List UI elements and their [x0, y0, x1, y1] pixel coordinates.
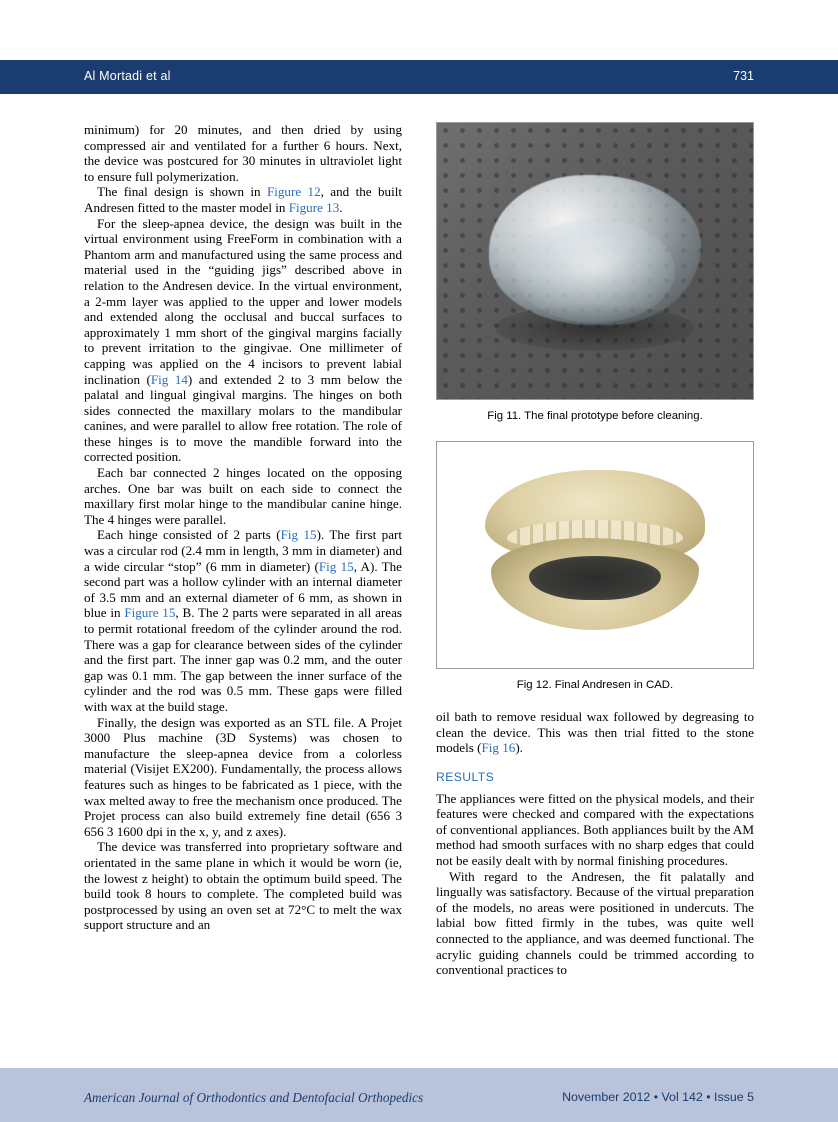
paragraph: Each bar connected 2 hinges located on the opposing arches. One bar was built on each side to connect the maxillary first molar hinge to the mandibular canine hinge. The 4 hinges were parallel. — [84, 465, 402, 527]
right-text-column — [436, 122, 754, 978]
paragraph: The appliances were fitted on the physical models, and their features were checked and compared with the expectations of conventional appliances. Both appliances built by the AM method had smooth surfaces with no sharp edges that could not be easily dealt with by normal finishing procedures. — [436, 790, 754, 868]
paragraph: For the sleep-apnea device, the design was built in the virtual environment using FreeForm in combination with a Phantom arm and manufactured using the same process and material used in the “guiding jigs” described above in relation to the Andresen device. In the virtual environment, a 2-mm layer was applied to the upper and lower models and extended along the occlusal and buccal surfaces to approximately 1 mm short of the gingival margins facially to prevent irritation to the gingivae. One millimeter of capping was applied on the 4 incisors to prevent labial inclination (Fig 14) and extended 2 to 3 mm below the palatal and lingual gingival margins. The hinges on both sides connected the maxillary molars to the mandibular canines, and were parallel to allow free rotation. The role of these hinges is to move the mandible forward into the corrected position. — [84, 215, 403, 465]
figure-caption-fig11: Fig 11. The final prototype before cleaning. — [487, 410, 703, 422]
figure-image-fig11 — [436, 122, 754, 400]
cad-opening — [529, 556, 661, 600]
paragraph: minimum) for 20 minutes, and then dried by using compressed air and ventilated for a further 6 hours. Next, the device was postcured for 30 minutes in ultraviolet light to ensure full polymerization. — [84, 122, 402, 184]
prototype-highlight — [515, 219, 675, 323]
paragraph: Finally, the design was exported as an STL file. A Projet 3000 Plus machine (3D Systems) was chosen to manufacture the sleep-apnea device from a colorless material (Visijet EX200). Fundamentally, the process allows features such as hinges to be fabricated as 1 piece, with the wax melted away to free the mechanism once produced. The Projet process can also build extremely fine detail (656 3 656 3 1600 dpi in the x, y, and z axes). — [84, 714, 402, 839]
figure-crossref[interactable]: Figure 13 — [288, 199, 340, 215]
figure-crossref[interactable]: Fig 15 — [318, 558, 354, 574]
cad-model — [477, 464, 713, 640]
footer-issue-info: November 2012 • Vol 142 • Issue 5 — [562, 1090, 754, 1104]
paragraph-continued: oil bath to remove residual wax followed by degreasing to clean the device. This was then trial fitted to the stone models (Fig 16). — [436, 709, 754, 756]
figure-crossref[interactable]: Figure 15 — [124, 605, 176, 621]
paragraph: The device was transferred into proprietary software and orientated in the same plane in which it would be worn (ie, the lowest z height) to obtain the optimum build speed. The build took 8 hours to complete. The completed build was postprocessed by using an oven set at 72°C to melt the wax support structure and an — [84, 839, 402, 933]
figure-crossref[interactable]: Fig 16 — [481, 740, 516, 756]
figure-caption-fig12: Fig 12. Final Andresen in CAD. — [516, 678, 674, 691]
figure-image-fig12 — [436, 441, 754, 669]
page-number: 731 — [733, 69, 754, 83]
left-text-column — [84, 122, 402, 933]
paragraph: Each hinge consisted of 2 parts (Fig 15). The first part was a circular rod (2.4 mm in length, 3 mm in diameter) and a wide circular “stop” (6 mm in diameter) (Fig 15, A). The second part was a hollow cylinder with an internal diameter of 3.5 mm and an external diameter of 6 mm, as shown in blue in Figure 15, B. The 2 parts were separated in all areas to permit rotational freedom of the cylinder around the rod. There was a gap for clearance between sides of the cylinder and the first part. The inner gap was 0.2 mm, and the outer gap was 0.1 mm. The gap between the inner surface of the cylinder and the rod was 0.5 mm. These gaps were filled with wax at the build stage. — [84, 527, 402, 714]
figure-crossref[interactable]: Figure 12 — [266, 184, 321, 200]
paragraph: With regard to the Andresen, the fit palatally and lingually was satisfactory. Because of the virtual preparation of the models, no areas were positioned in undercuts. The labial bow fitted firmly in the tubes, was quite well connected to the appliance, and was deemed functional. The acrylic guiding channels could be trimmed according to conventional practices to — [436, 868, 754, 978]
figure-crossref[interactable]: Fig 14 — [150, 371, 188, 387]
running-head-authors: Al Mortadi et al — [84, 69, 171, 83]
section-heading-results: RESULTS — [436, 769, 495, 784]
figure-crossref[interactable]: Fig 15 — [280, 527, 317, 543]
paragraph: The final design is shown in Figure 12, and the built Andresen fitted to the master model in Figure 13. — [84, 184, 402, 215]
footer-journal-name: American Journal of Orthodontics and Dentofacial Orthopedics — [84, 1090, 424, 1105]
